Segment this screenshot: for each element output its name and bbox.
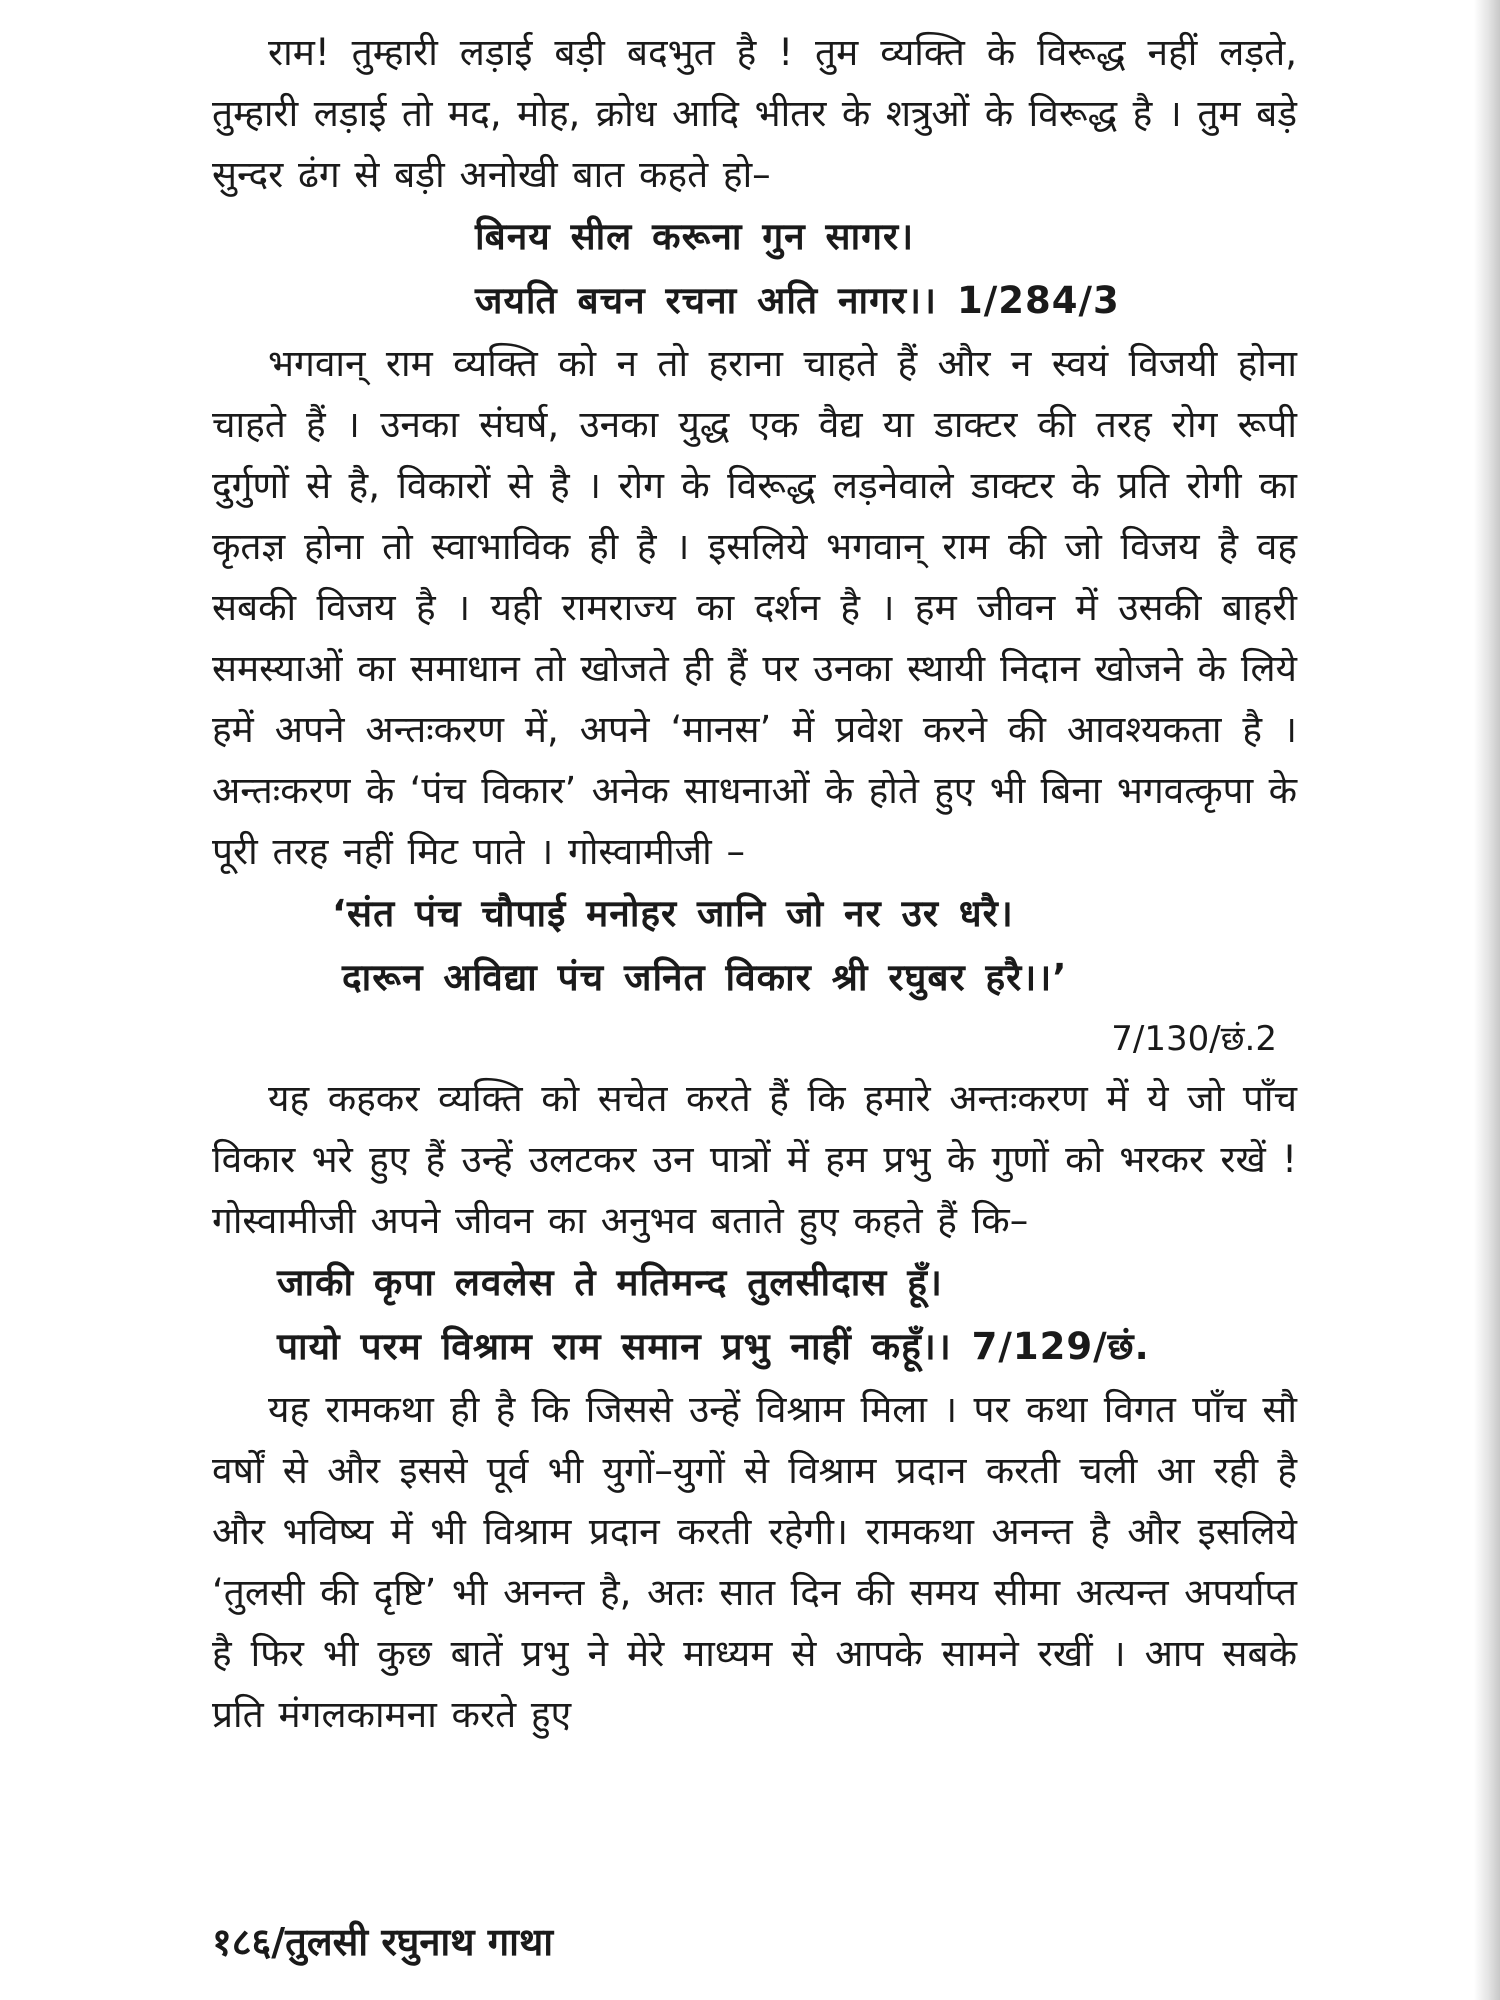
verse-line-6: पायो परम विश्राम राम समान प्रभु नाहीं कहूँ।। 7/129/छं. xyxy=(277,1325,1150,1368)
verse-line-3: ‘संत पंच चौपाई मनोहर जानि जो नर उर धरै। xyxy=(332,892,1014,935)
paragraph-3: यह कहकर व्यक्ति को सचेत करते हैं कि हमारे अन्तःकरण में ये जो पाँच विकार भरे हुए हैं उन्हें उलटकर उन पात्रों में हम प्रभु के गुणों को भरकर रखें ! गोस्वामीजी अपने जीवन का अनुभव बताते हुए कहते हैं कि– xyxy=(212,1077,1297,1242)
page-body xyxy=(212,22,1297,1745)
paragraph-4: यह रामकथा ही है कि जिससे उन्हें विश्राम मिला । पर कथा विगत पाँच सौ वर्षों से और इससे पूर्व भी युगों–युगों से विश्राम प्रदान करती चली आ रही है और भविष्य में भी विश्राम प्रदान करती रहेगी। रामकथा अनन्त है और इसलिये ‘तुलसी की दृष्टि’ भी अनन्त है, अतः सात दिन की समय सीमा अत्यन्त अपर्याप्त है फिर भी कुछ बातें प्रभु ने मेरे माध्यम से आपके सामने रखीं । आप सबके प्रति मंगलकामना करते हुए xyxy=(212,1388,1297,1736)
verse-line-2: जयति बचन रचना अति नागर।। 1/284/3 xyxy=(475,279,1120,322)
verse-line-5: जाकी कृपा लवलेस ते मतिमन्द तुलसीदास हूँ। xyxy=(277,1261,943,1304)
verse-line-4: दारून अविद्या पंच जनित विकार श्री रघुबर हरै।।’ xyxy=(342,956,1068,999)
page-edge-shadow xyxy=(1474,0,1500,2000)
page-footer: १८६/तुलसी रघुनाथ गाथा xyxy=(212,1920,554,1964)
paragraph-1: राम! तुम्हारी लड़ाई बड़ी बदभुत है ! तुम व्यक्ति के विरूद्ध नहीं लड़ते, तुम्हारी लड़ाई तो मद, मोह, क्रोध आदि भीतर के शत्रुओं के विरूद्ध है । तुम बड़े सुन्दर ढंग से बड़ी अनोखी बात कहते हो– xyxy=(212,31,1297,196)
paragraph-2: भगवान् राम व्यक्ति को न तो हराना चाहते हैं और न स्वयं विजयी होना चाहते हैं । उनका संघर्ष, उनका युद्ध एक वैद्य या डाक्टर की तरह रोग रूपी दुर्गुणों से है, विकारों से है । रोग के विरूद्ध लड़नेवाले डाक्टर के प्रति रोगी का कृतज्ञ होना तो स्वाभाविक ही है । इसलिये भगवान् राम की जो विजय है वह सबकी विजय है । यही रामराज्य का दर्शन है । हम जीवन में उसकी बाहरी समस्याओं का समाधान तो खोजते ही हैं पर उनका स्थायी निदान खोजने के लिये हमें अपने अन्तःकरण में, अपने ‘मानस’ में प्रवेश करने की आवश्यकता है । अन्तःकरण के ‘पंच विकार’ अनेक साधनाओं के होते हुए भी बिना भगवत्कृपा के पूरी तरह नहीं मिट पाते । गोस्वामीजी – xyxy=(212,342,1297,873)
verse-reference: 7/130/छं.2 xyxy=(1111,1019,1277,1059)
verse-line-1: बिनय सील करूना गुन सागर। xyxy=(475,215,915,258)
